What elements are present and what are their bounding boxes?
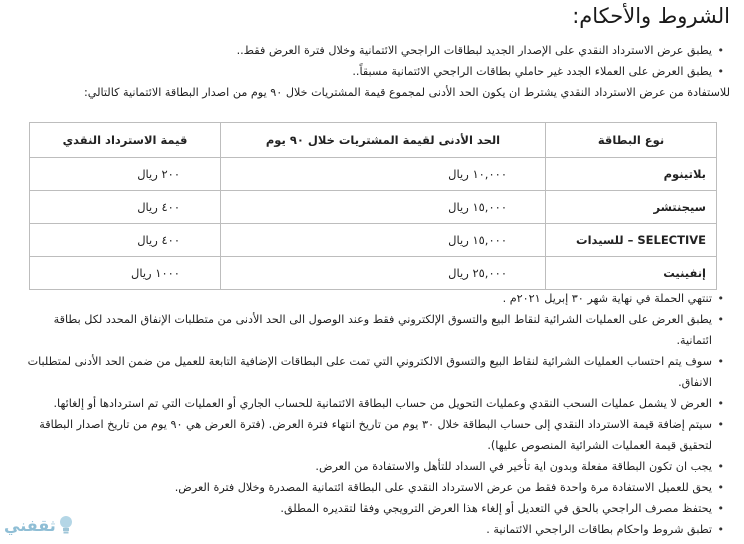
list-item: • يجب ان تكون البطاقة مفعلة وبدون اية تأخير في السداد للتأهل والاستفادة من العرض. bbox=[14, 456, 730, 477]
list-item: • يحق للعميل الاستفادة مرة واحدة فقط من عرض الاسترداد النقدي على البطاقة ائتمانية المصدرة وخلال فترة العرض. bbox=[14, 477, 730, 498]
min-spend: ٢٥,٠٠٠ ريال bbox=[221, 257, 546, 290]
list-item: • يطبق العرض على العمليات الشرائية لنقاط البيع والتسوق الإلكتروني فقط وعند الوصول الى الحد الأدنى من متطلبات الإنفاق المحدد لكل بطاقة ائتمانية. bbox=[14, 309, 730, 351]
header-min-spend: الحد الأدنى لقيمة المشتريات خلال ٩٠ يوم bbox=[221, 123, 546, 158]
card-name: سيجنتشر bbox=[546, 191, 717, 224]
lightbulb-icon bbox=[58, 514, 74, 536]
cashback-table bbox=[29, 122, 717, 290]
list-item: • تنتهي الحملة في نهاية شهر ٣٠ إبريل ٢٠٢١م . bbox=[14, 288, 730, 309]
table-row bbox=[30, 257, 717, 290]
min-spend: ١٠,٠٠٠ ريال bbox=[221, 158, 546, 191]
list-item: • سوف يتم احتساب العمليات الشرائية لنقاط البيع والتسوق الالكتروني التي تمت على البطاقات الإضافية التابعة للعميل من ضمن الحد الأدنى لمتطلبات الانفاق. bbox=[14, 351, 730, 393]
min-spend: ١٥,٠٠٠ ريال bbox=[221, 224, 546, 257]
min-spend: ١٥,٠٠٠ ريال bbox=[221, 191, 546, 224]
table-row bbox=[30, 191, 717, 224]
cashback-amount: ٤٠٠ ريال bbox=[30, 191, 221, 224]
list-item: • يطبق العرض على العملاء الجدد غير حاملي بطاقات الراجحي الائتمانية مسبقاً.. bbox=[8, 61, 730, 82]
watermark-text: ثقفني bbox=[4, 515, 56, 535]
list-item: للاستفادة من عرض الاسترداد النقدي يشترط ان يكون الحد الأدنى لمجموع قيمة المشتريات خلال ٩٠ يوم من اصدار البطاقة الائتمانية كالتالي: bbox=[84, 86, 730, 99]
table-row bbox=[30, 224, 717, 257]
card-name: بلاتينوم bbox=[546, 158, 717, 191]
cashback-amount: ١٠٠٠ ريال bbox=[30, 257, 221, 290]
page-title: الشروط والأحكام: bbox=[572, 4, 730, 28]
site-watermark bbox=[4, 514, 74, 536]
card-name: إنفينيت bbox=[546, 257, 717, 290]
header-cashback: قيمة الاسترداد النقدي bbox=[30, 123, 221, 158]
table-header-row bbox=[30, 123, 717, 158]
list-item: • يحتفظ مصرف الراجحي بالحق في التعديل أو إلغاء هذا العرض الترويجي وفقا لتقديره المطلق. bbox=[14, 498, 730, 519]
card-name: SELECTIVE – للسيدات bbox=[546, 224, 717, 257]
list-item: • سيتم إضافة قيمة الاسترداد النقدي إلى حساب البطاقة خلال ٣٠ يوم من تاريخ انتهاء فترة العرض. (فترة العرض هي ٩٠ يوم من تاريخ اصدار البطاقة لتحقيق قيمة العمليات الشرائية المنصوص عليها). bbox=[14, 414, 730, 456]
bottom-terms-list bbox=[14, 288, 730, 540]
list-item: • يطبق عرض الاسترداد النقدي على الإصدار الجديد لبطاقات الراجحي الائتمانية وخلال فترة العرض فقط.. bbox=[8, 40, 730, 61]
table-row bbox=[30, 158, 717, 191]
header-card-type: نوع البطاقة bbox=[546, 123, 717, 158]
list-item: • تطبق شروط واحكام بطاقات الراجحي الائتمانية . bbox=[14, 519, 730, 540]
top-terms-list bbox=[8, 40, 730, 103]
cashback-amount: ٤٠٠ ريال bbox=[30, 224, 221, 257]
list-item: • العرض لا يشمل عمليات السحب النقدي وعمليات التحويل من حساب البطاقة الائتمانية للحساب الجاري أو العمليات التي تم استردادها أو إلغائها. bbox=[14, 393, 730, 414]
cashback-amount: ٢٠٠ ريال bbox=[30, 158, 221, 191]
